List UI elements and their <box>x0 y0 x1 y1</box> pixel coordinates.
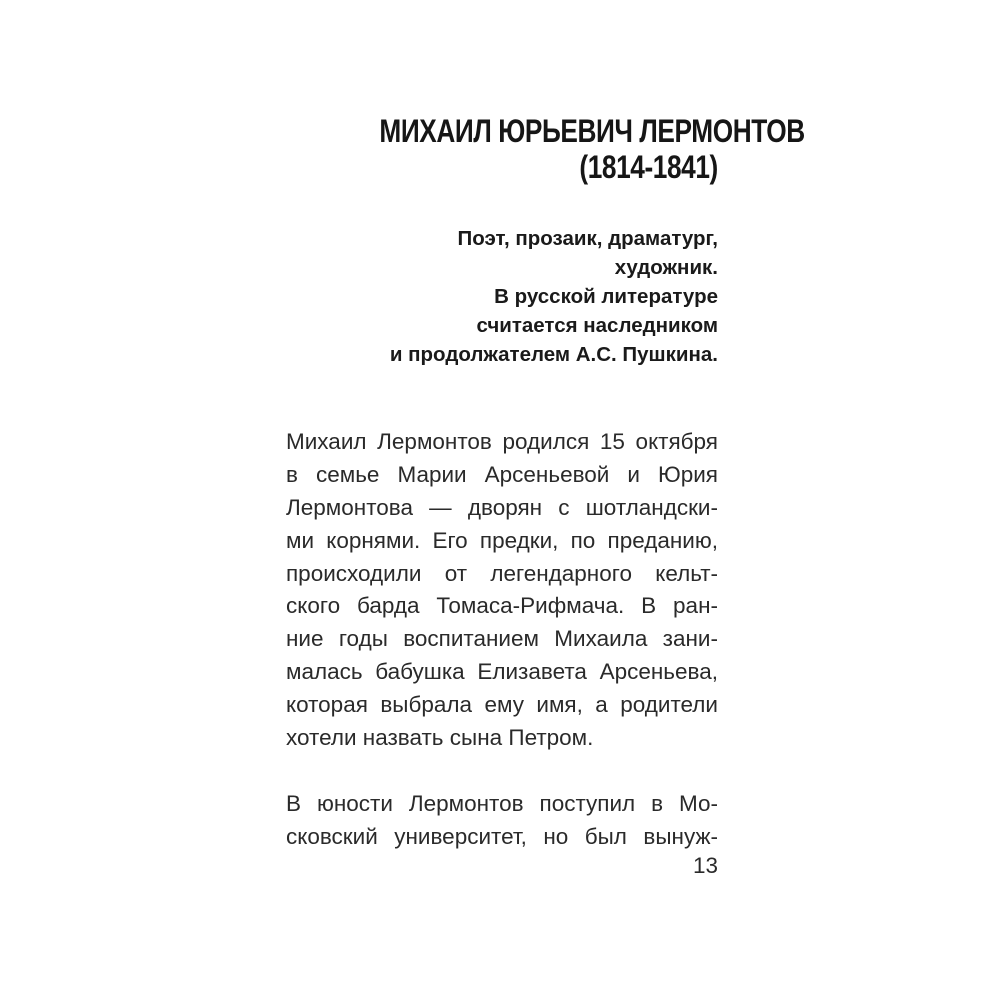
text-line: малась бабушка Елизавета Арсеньева, <box>286 659 718 685</box>
text-line: в семье Марии Арсеньевой и Юрия <box>286 461 718 487</box>
text-line: Михаил Лермонтов родился 15 октября <box>286 429 718 454</box>
text-line: ского барда Томаса-Рифмача. В ран- <box>286 593 718 619</box>
biography-paragraph-1 <box>286 426 718 755</box>
text-line: В юности Лермонтов поступил в Мо- <box>286 791 718 816</box>
summary-line: считается наследником <box>476 314 718 337</box>
summary-line: Поэт, прозаик, драматург, <box>457 227 718 250</box>
summary-line: художник. <box>614 256 718 279</box>
biography-paragraph-2 <box>286 788 718 854</box>
text-line: ние годы воспитанием Михаила зани- <box>286 626 718 652</box>
text-line: Лермонтова — дворян с шотландски- <box>286 494 718 520</box>
summary-line: и продолжателем А.С. Пушкина. <box>389 343 718 366</box>
page-number: 13 <box>692 853 718 878</box>
text-line: происходили от легендарного кельт- <box>286 560 718 586</box>
text-line: которая выбрала ему имя, а родители <box>286 692 718 718</box>
summary-line: В русской литературе <box>494 285 718 308</box>
text-line: ми корнями. Его предки, по преданию, <box>286 527 718 553</box>
text-line: сковский университет, но был вынуж- <box>286 823 718 849</box>
page-title <box>286 113 805 185</box>
text-line: хотели назвать сына Петром. <box>286 725 594 751</box>
author-lifespan: (1814-1841) <box>579 149 718 185</box>
author-summary <box>286 224 718 369</box>
author-name: МИХАИЛ ЮРЬЕВИЧ ЛЕРМОНТОВ <box>379 113 805 149</box>
